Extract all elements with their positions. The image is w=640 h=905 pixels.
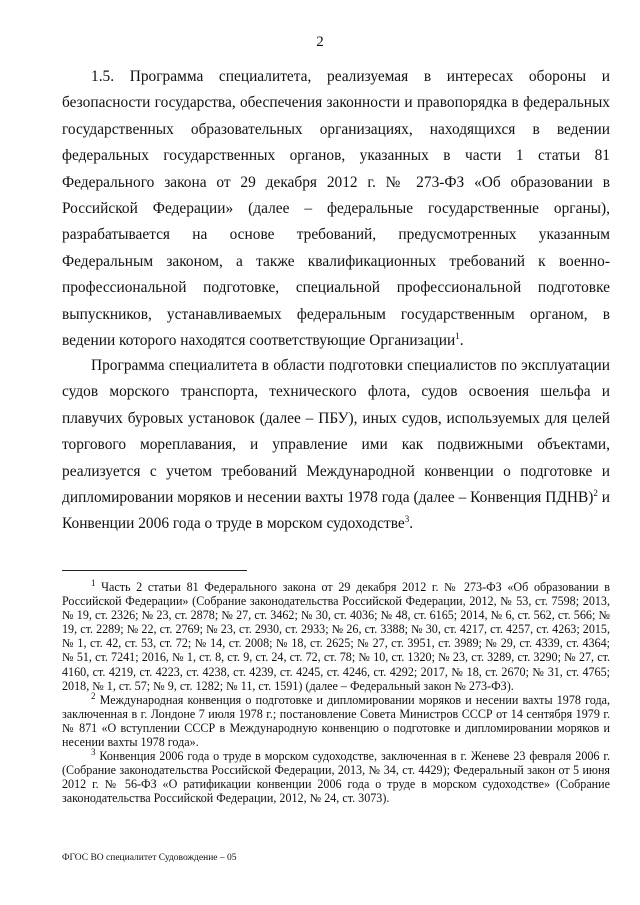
footnote-2-mark: 2 <box>91 690 96 701</box>
footnote-ref-1[interactable]: 1 <box>455 330 460 341</box>
paragraph-2-text <box>62 353 610 538</box>
footnote-ref-2[interactable]: 2 <box>593 487 598 498</box>
paragraph-1-tail: . <box>459 332 464 350</box>
footnote-1-text: Часть 2 статьи 81 Федерального закона от 29 декабря 2012 г. № 273-ФЗ «Об образовании в Российской Федерации» (Собрание законодательства Российской Федерации, 2012, № 53, ст. 7598; 2013, № 19, ст. 2326; № 23, ст. 2878; № 27, ст. 3462; № 30, ст. 4036; № 48, ст. 6165; 2014, № 6, ст. 562, ст. 566; № 19, ст. 2289; № 22, ст. 2769; № 23, ст. 2930, ст. 2933; № 26, ст. 3388; № 30, ст. 4217, ст. 4257, ст. 4263; 2015, № 1, ст. 42, ст. 53, ст. 72; № 14, ст. 2008; № 18, ст. 2625; № 27, ст. 3951, ст. 3989; № 29, ст. 4339, ст. 4364; № 51, ст. 7241; 2016, № 1, ст. 8, ст. 9, ст. 24, ст. 72, ст. 78; № 10, ст. 1320; № 23, ст. 3289, ст. 3290; № 27, ст. 4160, ст. 4219, ст. 4223, ст. 4238, ст. 4239, ст. 4245, ст. 4246, ст. 4292; 2017, № 18, ст. 2670; № 31, ст. 4765; 2018, № 1, ст. 57; № 9, ст. 1282; № 11, ст. 1591) (далее – Федеральный закон № 273-ФЗ). <box>62 580 610 693</box>
paragraph-2-part2: и Конвенции 2006 года о труде в морском судоходстве <box>62 489 610 533</box>
footnote-2-text: Международная конвенция о подготовке и дипломировании моряков и несении вахты 1978 года, заключенная в г. Лондоне 7 июля 1978 г.; постановление Совета Министров СССР от 14 сентября 1979 г. № 871 «О вступлении СССР в Международную конвенцию о подготовке и дипломировании моряков и несении вахты 1978 года». <box>62 692 610 750</box>
paragraph-1-text <box>62 64 610 354</box>
footnotes <box>62 577 610 806</box>
footnote-2 <box>62 690 610 750</box>
footnote-3-mark: 3 <box>91 747 96 758</box>
footnote-ref-3[interactable]: 3 <box>404 514 410 525</box>
page-number: 2 <box>316 34 324 50</box>
footnote-3 <box>62 749 610 805</box>
footnote-3-text: Конвенция 2006 года о труде в морском судоходстве, заключенная в г. Женеве 23 февраля 2006 г. (Собрание законодательства Российской Федерации, 2013, № 34, ст. 4429); Федеральный закон от 5 июня 2012 г. № 56-ФЗ «О ратификации конвенции 2006 года о труде в морском судоходстве» (Собрание законодательства Российской Федерации, 2012, № 24, ст. 3073). <box>62 749 610 806</box>
paragraph-1 <box>62 64 610 354</box>
paragraph-2 <box>62 353 610 538</box>
footnote-1 <box>62 577 610 693</box>
paragraph-1-body: 1.5. Программа специалитета, реализуемая в интересах обороны и безопасности государства, обеспечения законности и правопорядка в федеральных государственных образовательных организациях, находящихся в ведении федеральных государственных органов, указанных в части 1 статьи 81 Федерального закона от 29 декабря 2012 г. № 273-ФЗ «Об образовании в Российской Федерации» (далее – федеральные государственные органы), разрабатывается на основе требований, предусмотренных указанным Федеральным законом, а также квалификационных требований к военно-профессиональной подготовке, специальной профессиональной подготовке выпускников, устанавливаемых федеральным государственным органом, в ведении которого находятся соответствующие Организации <box>62 68 610 350</box>
footnote-1-mark: 1 <box>91 577 96 588</box>
paragraph-2-tail: . <box>409 515 414 533</box>
document-footer-label: ФГОС ВО специалитет Судовождение – 05 <box>62 853 237 863</box>
paragraph-2-part1: Программа специалитета в области подготовки специалистов по эксплуатации судов морского транспорта, технического флота, судов освоения шельфа и плавучих буровых установок (далее – ПБУ), иных судов, используемых для целей торгового мореплавания, и управление ими как подвижными объектами, реализуется с учетом требований Международной конвенции о подготовке и дипломировании моряков и несении вахты 1978 года (далее – Конвенция ПДНВ) <box>62 357 610 507</box>
footnote-separator <box>62 570 247 571</box>
